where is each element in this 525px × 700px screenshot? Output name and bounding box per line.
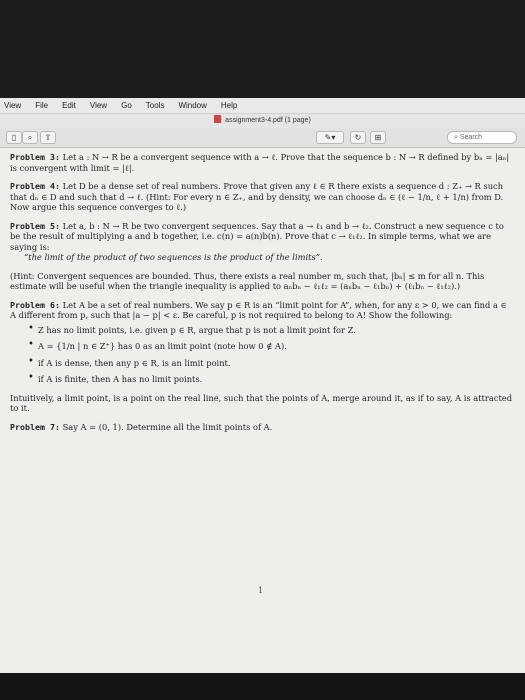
menu-view[interactable]: View	[89, 101, 108, 110]
list-item: • A = {1/n | n ∈ Z⁺} has 0 as an limit point (note how 0 ∉ A).	[28, 341, 515, 352]
pen-icon: ✎▾	[324, 133, 336, 142]
rotate-icon: ↻	[354, 133, 362, 142]
problem-5-quote: “the limit of the product of two sequences is the product of the limits”.	[24, 252, 323, 262]
toolbox-button[interactable]	[370, 131, 386, 144]
problem-6	[10, 300, 515, 385]
menu-bar	[0, 98, 525, 114]
problem-4-label: Problem 4:	[10, 181, 60, 191]
toolbar	[0, 128, 525, 148]
rotate-button[interactable]	[350, 131, 366, 144]
sidebar-toggle-button[interactable]	[6, 131, 22, 144]
search-icon: ⌕	[454, 134, 460, 141]
search-field[interactable]	[447, 131, 517, 144]
menu-help[interactable]: Help	[220, 101, 238, 110]
intuition-text: Intuitively, a limit point, is a point on the real line, such that the points of A, merge around it, as if to say, A is attracted to it.	[10, 392, 513, 413]
page-number: 1	[258, 586, 264, 595]
search-placeholder: Search	[459, 134, 483, 141]
hint-block	[10, 271, 515, 292]
share-button[interactable]	[40, 131, 56, 144]
markup-button[interactable]	[316, 131, 344, 144]
problem-4-text: Let D be a dense set of real numbers. Prove that given any ℓ ∈ R there exists a sequence d : Z₊ → R such that dₙ ∈ D and such that d → ℓ. (Hint: For every n ∈ Z₊, and by density, we can choose dₙ ∈ (ℓ − 1/n, ℓ + 1/n) from D. Now argue this sequence converges to ℓ.)	[10, 181, 504, 212]
page-content	[10, 152, 515, 440]
problem-7-label: Problem 7:	[10, 421, 60, 432]
problem-6-label: Problem 6:	[10, 299, 60, 310]
menu-file[interactable]: File	[35, 101, 49, 110]
problem-7	[10, 422, 515, 433]
share-icon: ⇧	[44, 133, 52, 142]
sidebar-icon: ▯	[11, 133, 17, 142]
list-item: • if A is finite, then A has no limit points.	[28, 374, 515, 385]
list-item: • Z has no limit points, i.e. given p ∈ R, argue that p is not a limit point for Z.	[28, 325, 515, 336]
toolbox-icon: ⊞	[374, 133, 382, 142]
list-item: • if A is dense, then any p ∈ R, is an limit point.	[28, 358, 515, 369]
intuition-paragraph	[10, 393, 515, 414]
menu-go[interactable]: Go	[121, 101, 132, 110]
problem-5-text: Let a, b : N → R be two convergent sequences. Say that a → ℓ₁ and b → ℓ₂. Construct a new sequence c to be the result of multiplying a and b together, i.e. c(n) = a(n)b(n). Prove that c → ℓ₁ℓ₂. In simple terms, what we are saying is:	[10, 220, 504, 252]
menu-tools[interactable]: Tools	[145, 101, 165, 110]
menu-window[interactable]: Window	[178, 101, 207, 110]
magnifier-icon: ⌕	[27, 132, 33, 142]
problem-6-text: Let A be a set of real numbers. We say p ∈ R is an “limit point for A”, when, for any ε > 0, we can find a ∈ A different from p, such that |a − p| < ε. Be careful, p is not required to belong to A! Show the following:	[10, 299, 507, 320]
menu-edit[interactable]: Edit	[62, 101, 76, 110]
problem-6-list	[28, 325, 515, 385]
hint-text: (Hint: Convergent sequences are bounded. Thus, there exists a real number m, such that, |bₙ| ≤ m for all n. This estimate will be useful when the triangle inequality is applied to aₙbₙ − ℓ₁ℓ₂ = (aₙbₙ − ℓ₁bₙ) + (ℓ₁bₙ − ℓ₁ℓ₂).)	[10, 270, 485, 291]
window-titlebar	[0, 114, 525, 128]
problem-5-label: Problem 5:	[10, 220, 60, 231]
problem-3-label: Problem 3:	[10, 152, 60, 162]
problem-5	[10, 221, 515, 263]
window-title: assignment3-4.pdf (1 page)	[225, 117, 311, 124]
menu-view-partial[interactable]: View	[4, 101, 22, 110]
pdf-page	[0, 148, 525, 673]
problem-4	[10, 181, 515, 213]
zoom-button[interactable]	[22, 131, 38, 144]
problem-3	[10, 152, 515, 173]
pdf-file-icon	[214, 115, 221, 123]
desk-background	[0, 673, 525, 700]
problem-7-text: Say A = (0, 1). Determine all the limit points of A.	[62, 421, 273, 432]
problem-3-text: Let a : N → R be a convergent sequence with a → ℓ. Prove that the sequence b : N → R defined by bₙ = |aₙ| is convergent with limit = |ℓ|.	[10, 152, 510, 173]
